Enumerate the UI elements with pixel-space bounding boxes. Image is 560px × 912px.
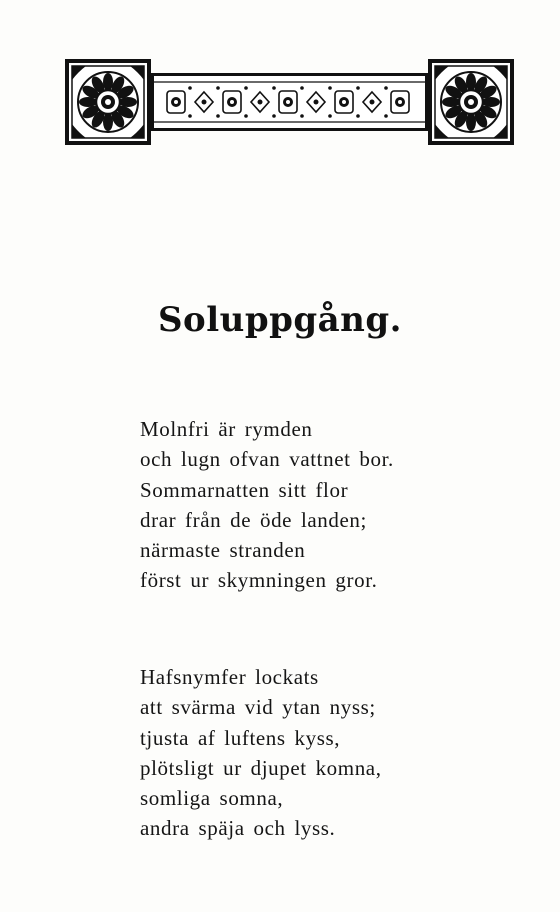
decorative-headpiece-ornament <box>64 57 515 147</box>
poem-line: Molnfri är rymden <box>140 417 313 441</box>
poem-line: och lugn ofvan vattnet bor. <box>140 447 394 472</box>
poem-line: somliga somna, <box>140 786 284 811</box>
poem-title: Soluppgång. <box>157 300 403 340</box>
poem-line: drar från de öde landen; <box>140 507 367 532</box>
poem-line: närmaste stranden <box>140 538 306 563</box>
poem-line: andra späja och lyss. <box>140 816 336 841</box>
poem-line: att svärma vid ytan nyss; <box>140 695 376 720</box>
poem-line: först ur skymningen gror. <box>140 568 378 593</box>
poem-line: Hafsnymfer lockats <box>140 665 319 689</box>
stanza-2 <box>140 662 382 844</box>
poem-line: tjusta af luftens kyss, <box>140 725 341 750</box>
stanza-1 <box>140 414 394 596</box>
poem-line: Sommarnatten sitt flor <box>140 477 349 502</box>
poem-line: plötsligt ur djupet komna, <box>140 755 382 780</box>
